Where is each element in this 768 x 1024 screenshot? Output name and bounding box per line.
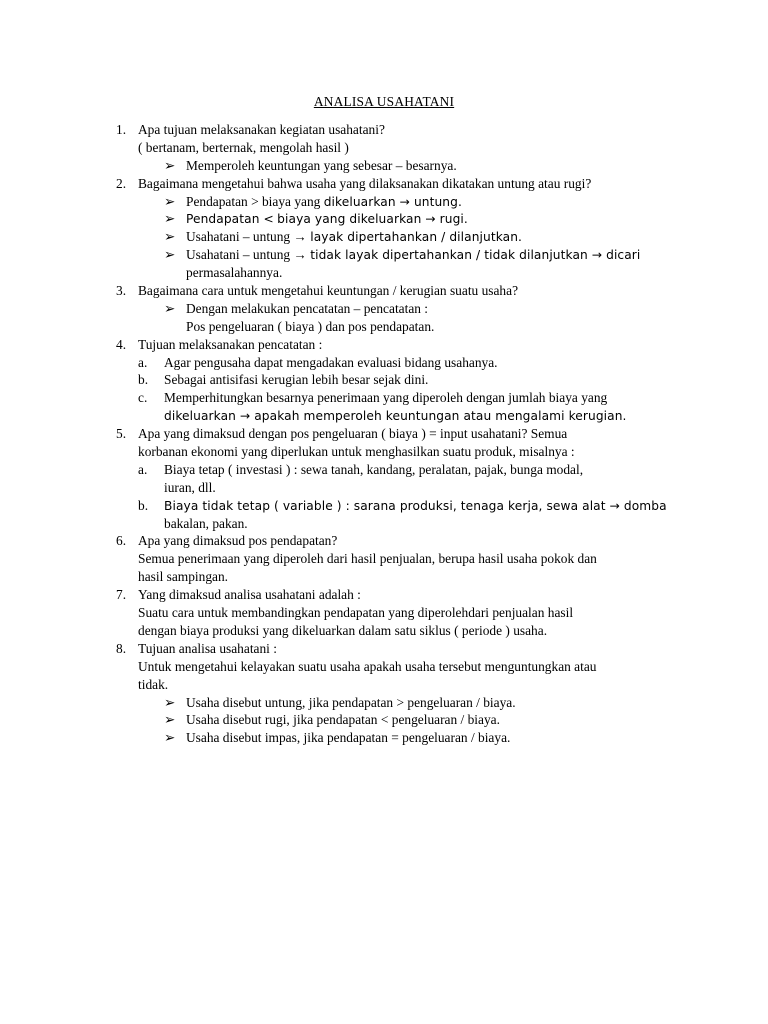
bullet-text: permasalahannya. xyxy=(186,265,283,281)
bullet-item xyxy=(116,210,676,228)
arrow-bullet-icon: ➢ xyxy=(164,247,176,263)
item-number: 4. xyxy=(116,336,127,352)
sub-item-continued xyxy=(116,515,676,533)
item-text: Apa yang dimaksud dengan pos pengeluaran ( biaya ) = input usahatani? Semua xyxy=(138,426,568,442)
sub-item-text: Sebagai antisifasi kerugian lebih besar sejak dini. xyxy=(164,372,429,388)
item-text: Apa yang dimaksud pos pendapatan? xyxy=(138,533,338,549)
list-item-7-detail xyxy=(116,604,676,622)
item-number: 3. xyxy=(116,283,127,299)
list-item-3 xyxy=(116,282,676,300)
bullet-text: Usaha disebut untung, jika pendapatan > pengeluaran / biaya. xyxy=(186,694,516,710)
item-detail-text: dengan biaya produksi yang dikeluarkan dalam satu siklus ( periode ) usaha. xyxy=(138,622,548,638)
bullet-item xyxy=(116,694,676,712)
list-item-7 xyxy=(116,586,676,604)
sub-item-a xyxy=(116,461,676,479)
document-body xyxy=(116,121,676,747)
sub-item-continued xyxy=(116,479,676,497)
bullet-text-cont: dikeluarkan → untung. xyxy=(323,194,462,209)
arrow-bullet-icon: ➢ xyxy=(164,694,176,710)
item-text: Bagaimana mengetahui bahwa usaha yang dilaksanakan dikatakan untung atau rugi? xyxy=(138,175,592,191)
item-detail-text: Suatu cara untuk membandingkan pendapatan yang diperolehdari penjualan hasil xyxy=(138,605,574,621)
list-item-6-detail xyxy=(116,550,676,568)
list-item-8-detail xyxy=(116,658,676,676)
sub-item-text: Biaya tidak tetap ( variable ) : sarana produksi, tenaga kerja, sewa alat → domba xyxy=(164,498,667,513)
list-item-5-detail xyxy=(116,443,676,461)
bullet-item xyxy=(116,228,676,246)
item-number: 2. xyxy=(116,175,127,191)
sub-item-text: Biaya tetap ( investasi ) : sewa tanah, kandang, peralatan, pajak, bunga modal, xyxy=(164,461,584,477)
arrow-bullet-icon: ➢ xyxy=(164,193,176,209)
sub-item-text: dikeluarkan → apakah memperoleh keuntungan atau mengalami kerugian. xyxy=(164,409,627,424)
item-detail-text: Untuk mengetahui kelayakan suatu usaha apakah usaha tersebut menguntungkan atau xyxy=(138,658,597,674)
list-item-8-detail xyxy=(116,676,676,694)
list-item-1 xyxy=(116,121,676,139)
item-detail-text: ( bertanam, berternak, mengolah hasil ) xyxy=(138,139,349,155)
item-number: 5. xyxy=(116,426,127,442)
bullet-text-cont: layak dipertahankan / dilanjutkan. xyxy=(310,230,523,245)
item-text: Yang dimaksud analisa usahatani adalah : xyxy=(138,587,361,603)
sub-item-b xyxy=(116,497,676,515)
bullet-text-cont: biaya yang dikeluarkan → rugi. xyxy=(277,212,468,227)
list-item-7-detail xyxy=(116,622,676,640)
item-text: Tujuan melaksanakan pencatatan : xyxy=(138,336,323,352)
list-item-8 xyxy=(116,640,676,658)
item-detail-text: Semua penerimaan yang diperoleh dari hasil penjualan, berupa hasil usaha pokok dan xyxy=(138,551,597,567)
bullet-text-cont: tidak layak dipertahankan / tidak dilanjutkan → dicari xyxy=(310,248,641,263)
sub-item-b xyxy=(116,371,676,389)
list-item-1-detail xyxy=(116,139,676,157)
sub-item-letter: c. xyxy=(138,390,148,406)
list-item-6 xyxy=(116,532,676,550)
sub-item-a xyxy=(116,354,676,372)
bullet-item xyxy=(116,300,676,318)
document-title: ANALISA USAHATANI xyxy=(313,94,455,109)
bullet-text: Dengan melakukan pencatatan – pencatatan : xyxy=(186,300,429,316)
bullet-item xyxy=(116,157,676,175)
sub-item-letter: a. xyxy=(138,354,148,370)
sub-item-text: Agar pengusaha dapat mengadakan evaluasi bidang usahanya. xyxy=(164,354,498,370)
bullet-item xyxy=(116,711,676,729)
list-item-5 xyxy=(116,425,676,443)
item-detail-text: korbanan ekonomi yang diperlukan untuk menghasilkan suatu produk, misalnya : xyxy=(138,444,575,460)
bullet-item xyxy=(116,246,676,264)
item-detail-text: tidak. xyxy=(138,676,169,692)
bullet-text: Usahatani – untung → xyxy=(186,247,307,263)
item-text: Bagaimana cara untuk mengetahui keuntungan / kerugian suatu usaha? xyxy=(138,283,519,299)
bullet-item-continued xyxy=(116,318,676,336)
item-number: 1. xyxy=(116,122,127,137)
arrow-bullet-icon: ➢ xyxy=(164,229,176,245)
sub-item-text: iuran, dll. xyxy=(164,479,216,495)
bullet-item xyxy=(116,193,676,211)
arrow-bullet-icon: ➢ xyxy=(164,211,176,227)
arrow-bullet-icon: ➢ xyxy=(164,730,176,746)
sub-item-letter: b. xyxy=(138,372,149,388)
bullet-text: Pos pengeluaran ( biaya ) dan pos pendapatan. xyxy=(186,318,435,334)
sub-item-continued xyxy=(116,407,676,425)
bullet-text: Usaha disebut impas, jika pendapatan = pengeluaran / biaya. xyxy=(186,730,511,746)
arrow-bullet-icon: ➢ xyxy=(164,300,176,316)
bullet-item xyxy=(116,729,676,747)
sub-item-text: bakalan, pakan. xyxy=(164,515,248,531)
item-detail-text: hasil sampingan. xyxy=(138,569,229,585)
bullet-text: Pendapatan < xyxy=(186,212,274,227)
sub-item-text: Memperhitungkan besarnya penerimaan yang diperoleh dengan jumlah biaya yang xyxy=(164,390,608,406)
list-item-6-detail xyxy=(116,568,676,586)
list-item-4 xyxy=(116,336,676,354)
bullet-text: Usaha disebut rugi, jika pendapatan < pengeluaran / biaya. xyxy=(186,712,500,728)
bullet-item-continued xyxy=(116,264,676,282)
item-text: Apa tujuan melaksanakan kegiatan usahatani? xyxy=(138,122,385,137)
sub-item-letter: b. xyxy=(138,497,149,513)
item-text: Tujuan analisa usahatani : xyxy=(138,640,277,656)
sub-item-letter: a. xyxy=(138,461,148,477)
item-number: 7. xyxy=(116,587,127,603)
arrow-bullet-icon: ➢ xyxy=(164,157,176,173)
item-number: 8. xyxy=(116,640,127,656)
bullet-text: Pendapatan > biaya yang xyxy=(186,193,321,209)
sub-item-c xyxy=(116,389,676,407)
bullet-text: Usahatani – untung → xyxy=(186,229,307,245)
arrow-bullet-icon: ➢ xyxy=(164,712,176,728)
item-number: 6. xyxy=(116,533,127,549)
bullet-text: Memperoleh keuntungan yang sebesar – besarnya. xyxy=(186,157,457,173)
list-item-2 xyxy=(116,175,676,193)
